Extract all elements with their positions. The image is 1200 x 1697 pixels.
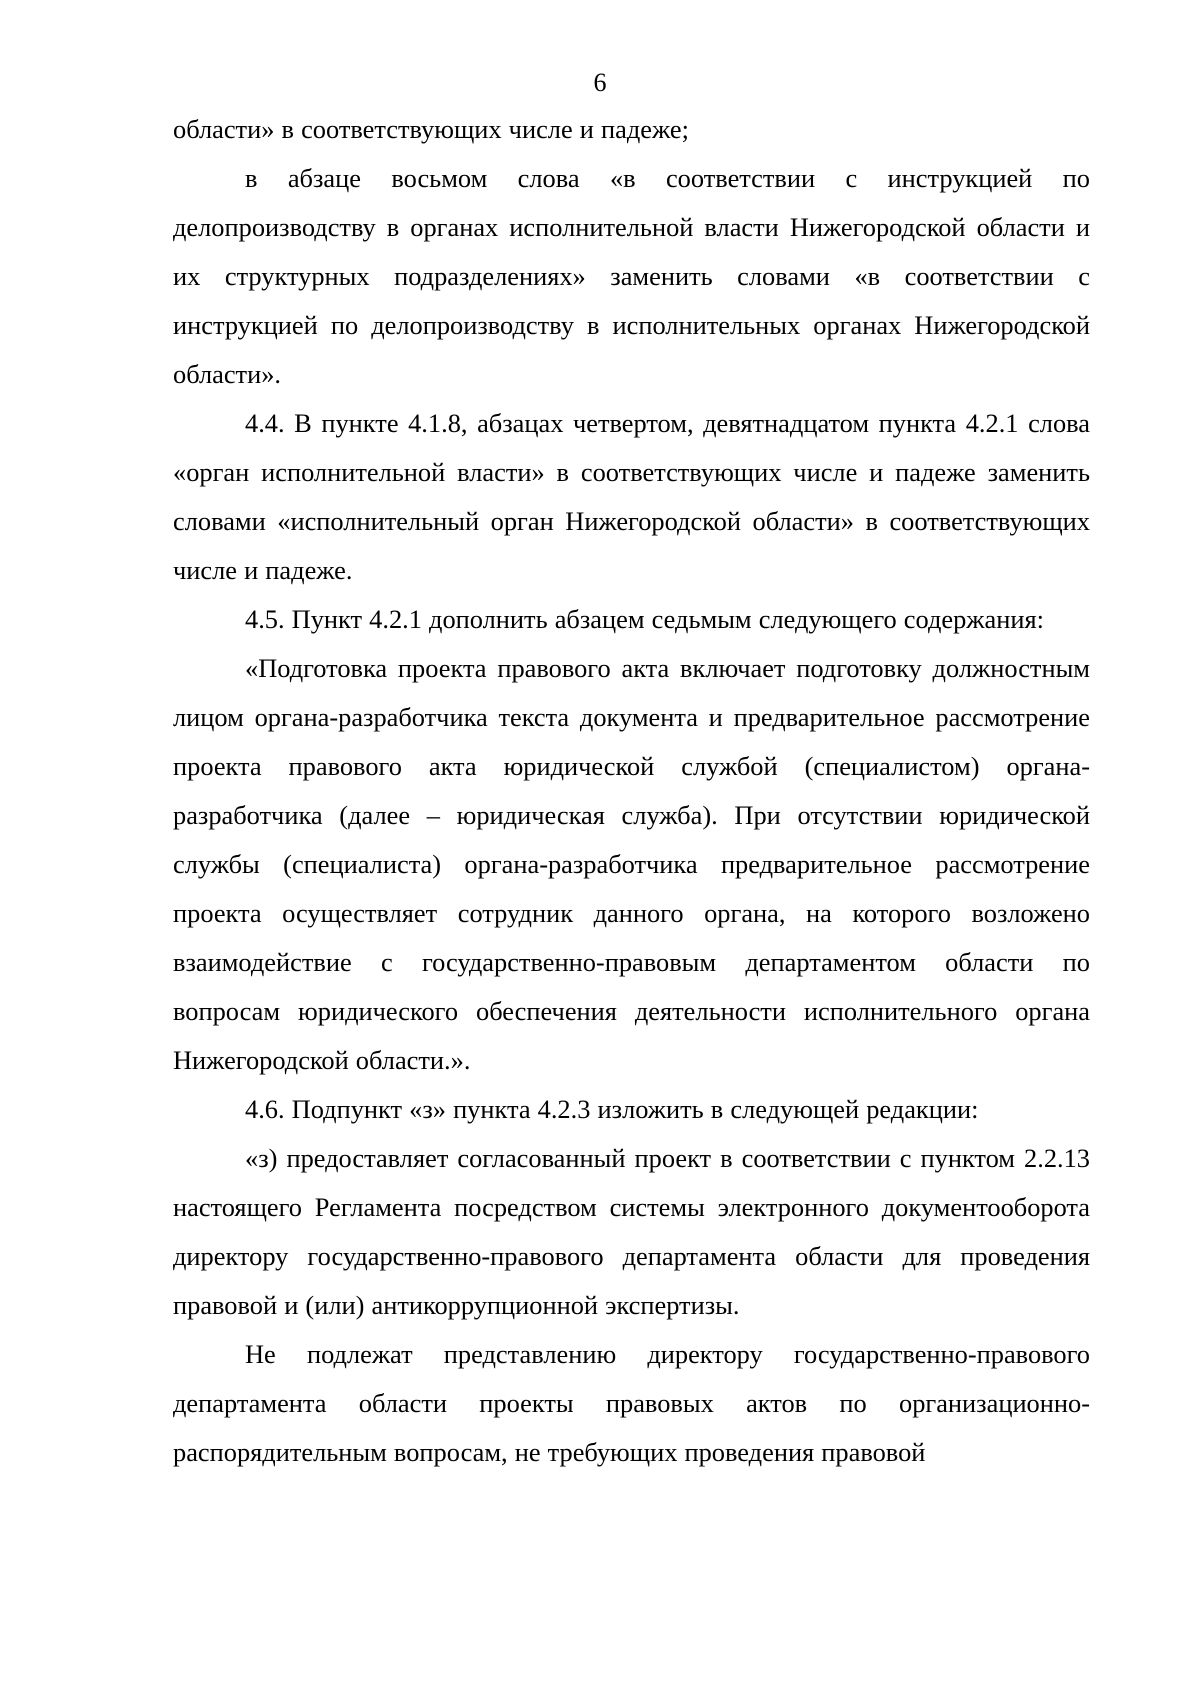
paragraph-4-5-quote: «Подготовка проекта правового акта включает подготовку должностным лицом органа-разработчика текста документа и предварительное рассмотрение проекта правового акта юридической службой (специалистом) органа-разработчика (далее – юридическая служба). При отсутствии юридической службы (специалиста) органа-разработчика предварительное рассмотрение проекта осуществляет сотрудник данного органа, на которого возложено взаимодействие с государственно-правовым департаментом области по вопросам юридического обеспечения деятельности исполнительного органа Нижегородской области.». xyxy=(173,653,1090,1075)
page-number: 6 xyxy=(593,68,607,97)
paragraph-4-6-subitem-z: «з) предоставляет согласованный проект в соответствии с пунктом 2.2.13 настоящего Регламента посредством системы электронного документооборота директору государственно-правового департамента области для проведения правовой и (или) антикоррупционной экспертизы. xyxy=(173,1143,1090,1320)
paragraph-continuation: области» в соответствующих числе и падеже; xyxy=(173,114,689,144)
document-body xyxy=(173,105,1090,1477)
paragraph-4-5: 4.5. Пункт 4.2.1 дополнить абзацем седьмым следующего содержания: xyxy=(245,604,1044,634)
paragraph-4-6: 4.6. Подпункт «з» пункта 4.2.3 изложить в следующей редакции: xyxy=(245,1094,979,1124)
paragraph-4-4: 4.4. В пункте 4.1.8, абзацах четвертом, девятнадцатом пункта 4.2.1 слова «орган исполнительной власти» в соответствующих числе и падеже заменить словами «исполнительный орган Нижегородской области» в соответствующих числе и падеже. xyxy=(173,408,1090,585)
paragraph-not-subject: Не подлежат представлению директору государственно-правового департамента области проекты правовых актов по организационно-распорядительным вопросам, не требующих проведения правовой xyxy=(173,1339,1090,1467)
paragraph-abzac-8: в абзаце восьмом слова «в соответствии с инструкцией по делопроизводству в органах исполнительной власти Нижегородской области и их структурных подразделениях» заменить словами «в соответствии с инструкцией по делопроизводству в исполнительных органах Нижегородской области». xyxy=(173,163,1090,389)
